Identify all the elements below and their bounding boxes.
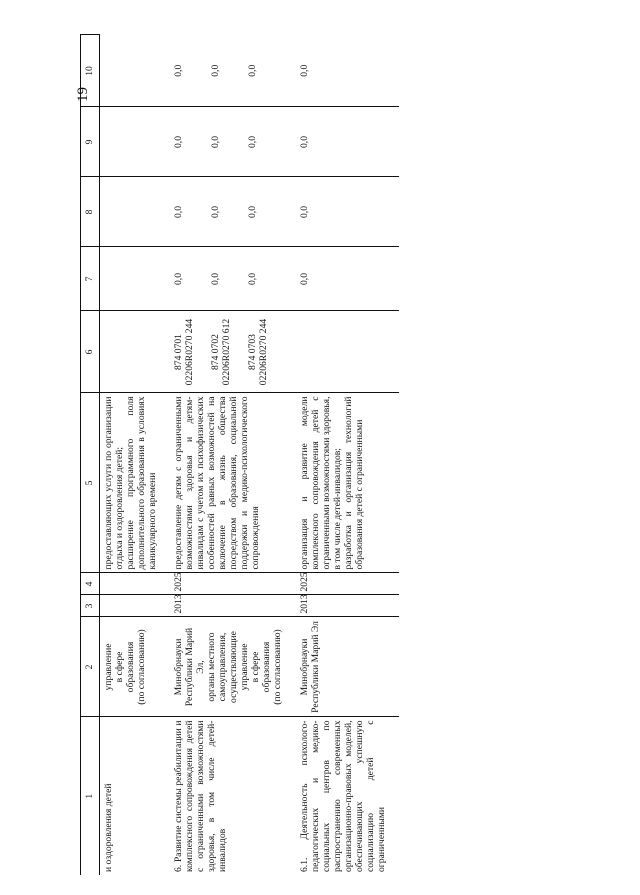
start-year: 2013 bbox=[296, 595, 399, 617]
executor: управление в сфере образования (по согласованию) bbox=[100, 617, 171, 717]
value-col9 bbox=[296, 107, 399, 177]
table-row bbox=[296, 35, 399, 875]
end-year: 2025 bbox=[296, 573, 399, 595]
value-col8 bbox=[296, 177, 399, 247]
value-col7 bbox=[170, 247, 296, 311]
measure-name: 6. Развитие системы реабилитации и комплексного сопровождения детей с ограниченными возможностями здоровья, в том числе детей-инвалидов bbox=[173, 720, 229, 872]
budget-code bbox=[100, 311, 171, 393]
value-col7 bbox=[100, 247, 171, 311]
value-col8 bbox=[100, 177, 171, 247]
budget-code bbox=[296, 311, 399, 393]
header-cell: 4 bbox=[81, 573, 100, 595]
budget-code bbox=[170, 311, 296, 393]
measure-name: и оздоровления детей bbox=[103, 783, 114, 872]
executor: Минобрнауки Республики Марий Эл, органы местного самоуправления, осуществляющие управление в сфере образования (по согласованию) bbox=[170, 617, 296, 717]
header-cell: 2 bbox=[81, 617, 100, 717]
value-cell: 0,0 bbox=[210, 273, 222, 285]
header-cell: 7 bbox=[81, 247, 100, 311]
end-year: 2025 bbox=[170, 573, 296, 595]
header-cell: 9 bbox=[81, 107, 100, 177]
value-cell: 0,0 bbox=[299, 273, 311, 285]
header-cell: 3 bbox=[81, 595, 100, 617]
expected-result: предоставление детям с ограниченными возможностями здоровья и детям-инвалидам с учетом их психофизических особенностей равных возможностей на включение в жизнь общества посредством образования, социальной поддержки и медико-психологического сопровождения bbox=[170, 393, 296, 573]
value-col10 bbox=[296, 35, 399, 107]
value-cell: 0,0 bbox=[173, 273, 185, 285]
value-cell: 0,0 bbox=[210, 136, 222, 148]
value-cell: 0,0 bbox=[247, 273, 259, 285]
header-cell: 10 bbox=[81, 35, 100, 107]
budget-code-line: 874 0701 02206R0270 244 bbox=[173, 318, 196, 386]
value-cell: 0,0 bbox=[247, 206, 259, 218]
value-cell: 0,0 bbox=[210, 206, 222, 218]
value-col10 bbox=[100, 35, 171, 107]
page-number: 19 bbox=[75, 87, 91, 102]
value-cell: 0,0 bbox=[247, 64, 259, 77]
end-year bbox=[100, 573, 171, 595]
budget-table bbox=[80, 35, 399, 876]
expected-result: организация и развитие модели комплексного сопровождения детей с ограниченными возможностями здоровья, в том числе детей-инвалидов; разработка и организация технологий образования детей с ограниченными bbox=[296, 393, 399, 573]
start-year: 2013 bbox=[170, 595, 296, 617]
header-cell: 1 bbox=[81, 717, 100, 875]
header-cell: 8 bbox=[81, 177, 100, 247]
value-cell: 0,0 bbox=[173, 136, 185, 148]
value-col7 bbox=[296, 247, 399, 311]
value-cell: 0,0 bbox=[247, 136, 259, 148]
value-cell: 0,0 bbox=[299, 206, 311, 218]
value-cell: 0,0 bbox=[299, 64, 311, 77]
budget-code-line: 874 0702 02206R0270 612 bbox=[210, 318, 233, 386]
executor: Минобрнауки Республики Марий Эл bbox=[296, 617, 399, 717]
start-year bbox=[100, 595, 171, 617]
value-col10 bbox=[170, 35, 296, 107]
expected-result: предоставляющих услуги по организации отдыха и оздоровления детей; расширение программного поля дополнительного образования в условиях каникулярного времени bbox=[100, 393, 171, 573]
table-row bbox=[100, 35, 171, 875]
value-col8 bbox=[170, 177, 296, 247]
value-col9 bbox=[170, 107, 296, 177]
header-row bbox=[81, 35, 100, 875]
value-cell: 0,0 bbox=[210, 64, 222, 77]
header-cell: 6 bbox=[81, 311, 100, 393]
header-cell: 5 bbox=[81, 393, 100, 573]
value-cell: 0,0 bbox=[173, 206, 185, 218]
budget-code-line: 874 0703 02206R0270 244 bbox=[247, 318, 270, 386]
measure-name: 6.1. Деятельность психолого-педагогических и медико-социальных центров по распространению современных организационно-правовых моделей, обеспечивающих успешную социализацию детей с ограниченными bbox=[299, 720, 388, 872]
value-cell: 0,0 bbox=[173, 64, 185, 77]
value-col9 bbox=[100, 107, 171, 177]
table-row bbox=[170, 35, 296, 875]
rotated-table-container bbox=[80, 35, 550, 875]
value-cell: 0,0 bbox=[299, 136, 311, 148]
